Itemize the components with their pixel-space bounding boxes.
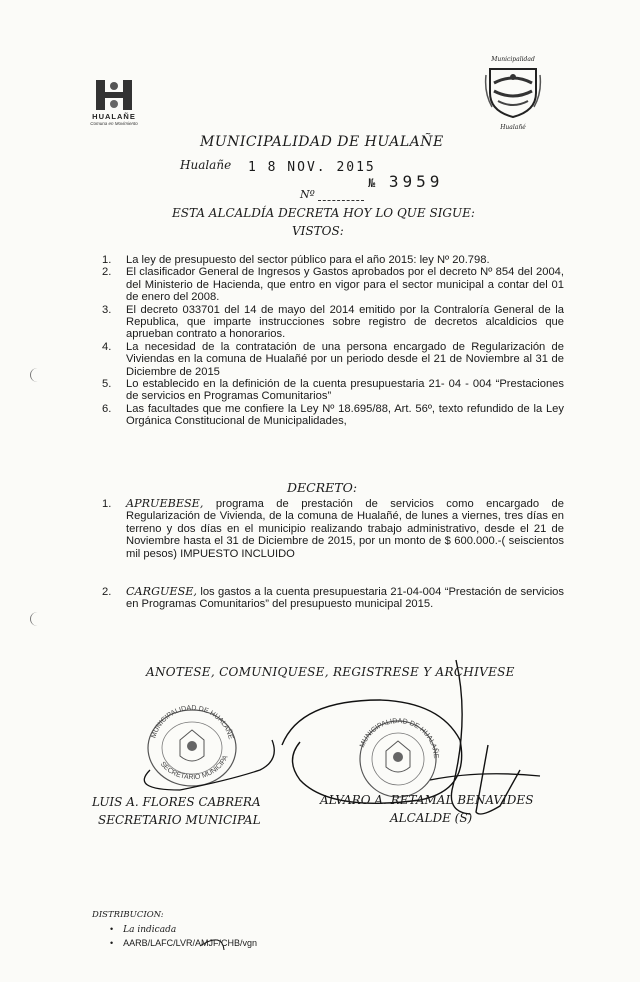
secretary-role: SECRETARIO MUNICIPAL	[98, 813, 261, 827]
logo-name: HUALAÑE	[92, 112, 136, 121]
item-text: La ley de presupuesto del sector público para el año 2015: ley Nº 20.798.	[126, 254, 490, 266]
decreto-list	[102, 498, 564, 637]
item-number: 1.	[102, 254, 112, 266]
decreto-heading: DECRETO:	[287, 480, 358, 495]
shield-crest-icon	[484, 63, 542, 119]
mayor-role: ALCALDE (S)	[390, 811, 473, 825]
punch-hole-mark	[30, 368, 45, 382]
punch-hole-mark	[30, 612, 45, 626]
list-item	[102, 403, 564, 428]
decreta-line: ESTA ALCALDÍA DECRETA HOY LO QUE SIGUE:	[172, 206, 475, 220]
crest-top-text: Municipalidad	[491, 56, 535, 63]
item-number: 1.	[102, 498, 112, 510]
item-number: 2.	[102, 586, 112, 599]
item-text: Las facultades que me confiere la Ley Nº 18.695/88, Art. 56º, texto refundido de la Ley Orgánica Constitucional de Municipalidades,	[126, 402, 564, 428]
crest-bottom-text: Hualañé	[500, 124, 526, 131]
list-item	[102, 586, 564, 611]
distribution-list	[110, 923, 257, 950]
vistos-list	[102, 254, 564, 428]
distribution-item: AARB/LAFC/LVR/AMJF/CHB/vgn	[123, 938, 258, 948]
mayor-name: ALVARO A. RETAMAL BENAVIDES	[320, 793, 534, 807]
item-number: 5.	[102, 378, 112, 391]
item-number: 6.	[102, 402, 112, 415]
list-item	[102, 341, 564, 378]
list-item	[102, 498, 564, 560]
item-keyword: CARGUESE,	[126, 585, 197, 599]
distribution-item: La indicada	[123, 925, 177, 935]
svg-text:MUNICIPALIDAD DE HUALAÑE	[150, 705, 234, 741]
list-item	[102, 304, 564, 341]
item-text: La necesidad de la contratación de una persona encargado de Regularización de Viviendas en la comuna de Hualañé por un periodo desde el 21 de Noviembre al 31 de Diciembre de 2015	[126, 340, 564, 378]
place-name: Hualañe	[180, 158, 232, 172]
coat-of-arms	[476, 56, 550, 131]
item-keyword: APRUEBESE,	[126, 497, 204, 510]
decree-number-stamp	[368, 172, 443, 191]
list-item	[102, 254, 564, 266]
list-item	[102, 378, 564, 403]
item-text: El clasificador General de Ingresos y Gastos aprobados por el decreto Nº 854 del 2004, del Ministerio de Hacienda, que entro en vigor para el sector municipal a contar del 01 de enero del 2008.	[126, 266, 564, 304]
item-number: 4.	[102, 340, 112, 353]
seal-top-text: MUNICIPALIDAD DE HUALAÑE	[359, 717, 440, 759]
seal-top-text: MUNICIPALIDAD DE HUALAÑE	[150, 704, 234, 741]
item-text: Lo establecido en la definición de la cuenta presupuestaria 21- 04 - 004 “Prestaciones de servicios en Programas Comunitarios”	[126, 378, 564, 403]
list-item	[110, 937, 257, 950]
mayor-seal-stamp	[352, 715, 444, 799]
item-text: El decreto 033701 del 14 de mayo del 2014 emitido por la Contraloría General de la Republica, que imparte instrucciones sobre registro de decretos alcaldicios que aprueban contrato a honorarios.	[126, 303, 564, 341]
secretary-seal-stamp	[140, 700, 244, 790]
number-label: Nº	[300, 188, 315, 201]
seal-bottom-text: SECRETARIO MUNICIPA	[158, 754, 230, 782]
item-text: los gastos a la cuenta presupuestaria 21-04-004 “Prestación de servicios en Programas Comunitarios” del presupuesto municipal 2015.	[126, 586, 564, 611]
logo-tagline: Comuna en Movimiento	[90, 121, 138, 126]
list-item	[102, 266, 564, 303]
municipality-logo	[84, 78, 144, 126]
closing-line: ANOTESE, COMUNIQUESE, REGISTRESE Y ARCHIVESE	[146, 665, 515, 679]
item-number: 3.	[102, 303, 112, 316]
date-stamp: 1 8 NOV. 2015	[248, 160, 376, 175]
hualane-h-logo-icon	[94, 78, 134, 112]
decree-number: 3959	[388, 172, 444, 191]
secretary-name: LUIS A. FLORES CABRERA	[92, 795, 261, 809]
item-number: 2.	[102, 266, 112, 279]
number-blank-line	[318, 200, 364, 201]
numero-symbol-icon: №	[368, 176, 376, 190]
item-text: programa de prestación de servicios como encargado de Regularización de Vivienda, de la comuna de Hualañé, de lunes a viernes, tres días en terreno y dos días en el municipio realizando trabajo administrativo, desde el 21 de Noviembre hasta el 31 de Diciembre de 2015, por un monto de $ 600.000.-( seiscientos mil pesos) IMPUESTO INCLUIDO	[126, 498, 564, 560]
distribution-heading: DISTRIBUCION:	[92, 910, 164, 920]
vistos-heading: VISTOS:	[292, 224, 344, 238]
document-title: MUNICIPALIDAD DE HUALAÑE	[200, 134, 444, 150]
list-item	[110, 923, 257, 937]
